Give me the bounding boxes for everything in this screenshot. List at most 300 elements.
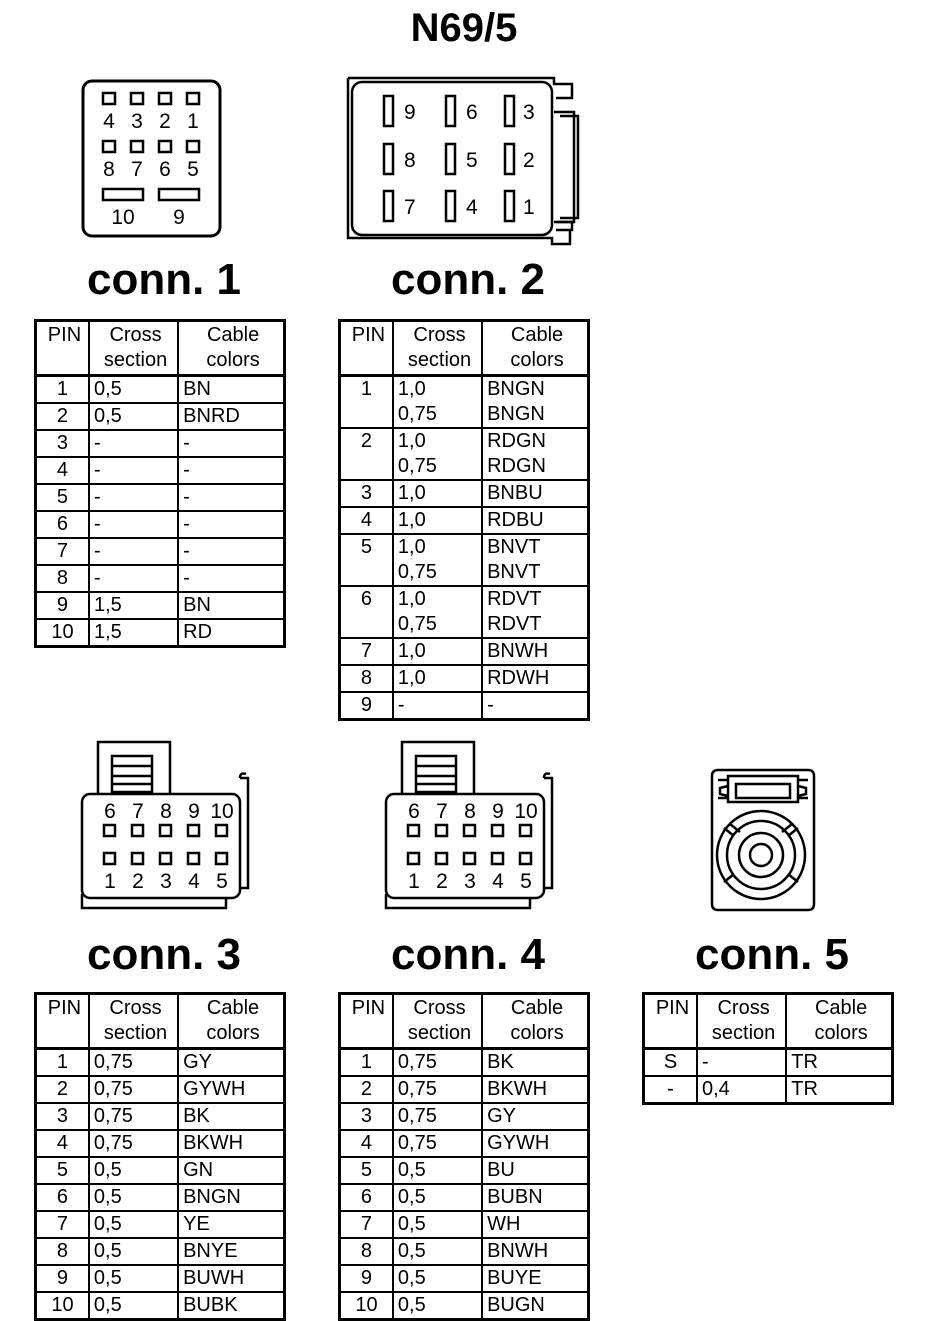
cross-section-value: - [93,513,101,535]
table-row [36,376,285,404]
conn2-pin-label: 8 [404,149,416,172]
table-row [36,619,285,647]
cable-color-cell [786,1076,892,1104]
cable-color-value: - [183,432,190,454]
header-pin: PIN [36,321,89,376]
cross-section-value: 0,5 [93,1186,122,1208]
cross-section-value: 0,5 [397,1186,426,1208]
table-row [340,1265,589,1292]
cross-section-cell [89,1157,178,1184]
header-line: Cross [109,997,162,1019]
table-row [340,1076,589,1103]
cable-color-cell [482,480,588,507]
cable-color-cell [482,376,588,429]
pin-cell: 2 [360,430,373,452]
cross-section-cell [393,1130,482,1157]
header-cross-section [393,994,482,1049]
table-row [36,1238,285,1265]
cable-color-value: RDGN [487,455,546,477]
header-line: Cross [413,324,466,346]
conn1-pin-label: 2 [159,110,171,133]
table-row [36,484,285,511]
pin-cell: 4 [56,1132,69,1154]
cross-section-value: 0,75 [93,1132,133,1154]
cross-section-value: 0,75 [397,613,437,635]
cross-section-cell [89,403,178,430]
cable-color-value: TR [791,1078,818,1100]
cable-color-cell [178,1130,284,1157]
cross-section-value: 1,0 [397,640,426,662]
cable-color-value: - [183,459,190,481]
cross-section-value: 0,75 [397,1051,437,1073]
table-row [36,1292,285,1320]
pin-cell: 4 [360,509,373,531]
header-line: Cross [413,997,466,1019]
header-line: Cable [510,324,564,346]
cable-color-cell [178,376,284,404]
cross-section-value: 0,75 [397,403,437,425]
header-line: section [103,349,168,371]
cable-color-value: BNWH [487,640,549,662]
conn4-pin-label: 3 [464,870,476,893]
pin-cell: 1 [360,1051,373,1073]
cross-section-cell [393,1076,482,1103]
cross-section-value: 0,5 [93,1213,122,1235]
conn2-pin-label: 4 [466,196,478,219]
connector-5-diagram [706,766,822,914]
pin-cell: S [663,1051,678,1073]
conn-2-label: conn. 2 [390,255,546,304]
conn4-pin-label: 2 [436,870,448,893]
cross-section-value: 0,5 [93,1294,122,1316]
table-row [36,1076,285,1103]
cable-color-value: BN [183,594,211,616]
header-line: Cable [206,324,260,346]
cable-color-cell [482,638,588,665]
header-cross-section [393,321,482,376]
pin-cell: 8 [360,667,373,689]
cable-color-value: BUBN [487,1186,543,1208]
cable-color-cell [482,1265,588,1292]
cross-section-value: - [701,1051,709,1073]
cross-section-value: 1,0 [397,509,426,531]
pin-cell: 5 [56,1159,69,1181]
connector-4-diagram [382,738,556,914]
pin-cell: 3 [56,432,69,454]
header-line: section [711,1022,776,1044]
conn1-pin-label: 5 [187,158,199,181]
pin-cell: 4 [360,1132,373,1154]
cross-section-cell [89,1211,178,1238]
cross-section-value: 0,75 [93,1105,133,1127]
pin-cell: 10 [355,1294,378,1316]
cross-section-value: - [93,567,101,589]
header-line: colors [206,349,260,371]
header-line: Cross [717,997,770,1019]
pin-cell: 5 [56,486,69,508]
cross-section-value: 0,5 [397,1159,426,1181]
cross-section-cell [89,430,178,457]
header-cable-colors [482,994,588,1049]
conn3-pin-label: 9 [188,800,200,823]
cable-color-cell [482,1076,588,1103]
cross-section-value: 0,5 [397,1213,426,1235]
cable-color-value: BUBK [183,1294,238,1316]
pin-cell: 6 [56,1186,69,1208]
cable-color-cell [482,692,588,720]
cross-section-cell [89,619,178,647]
header-cable-colors [482,321,588,376]
cable-color-cell [178,1265,284,1292]
conn1-pin-label: 4 [103,110,115,133]
pin-cell: 1 [360,378,373,400]
pin-cell: 7 [360,1213,373,1235]
cable-color-cell [482,1103,588,1130]
conn1-pin-label: 1 [187,110,199,133]
cable-color-value: BKWH [183,1132,244,1154]
table-row [340,1211,589,1238]
cross-section-value: - [397,694,405,716]
pin-cell: 8 [56,567,69,589]
table-row [36,457,285,484]
pin-cell: 4 [56,459,69,481]
cable-color-cell [178,1076,284,1103]
header-line: colors [510,349,564,371]
cable-color-value: - [183,486,190,508]
cable-color-value: GN [183,1159,214,1181]
cross-section-cell [89,1292,178,1320]
conn2-pin-label: 3 [523,101,535,124]
cross-section-cell [393,1238,482,1265]
conn1-pin-label: 7 [131,158,143,181]
cross-section-cell [393,586,482,638]
conn3-pin-label: 2 [132,870,144,893]
cable-color-value: BNRD [183,405,240,427]
conn3-pin-label: 1 [104,870,116,893]
cross-section-cell [393,1211,482,1238]
table-row [340,1130,589,1157]
cable-color-cell [482,428,588,480]
cross-section-value: 0,5 [93,405,122,427]
cross-section-cell [393,638,482,665]
cable-color-cell [178,1049,284,1077]
cross-section-value: 0,5 [93,1159,122,1181]
conn2-pin-label: 7 [404,196,416,219]
table-row [340,1184,589,1211]
header-line: colors [206,1022,260,1044]
cable-color-value: YE [183,1213,210,1235]
cable-color-cell [482,586,588,638]
conn2-pin-label: 2 [523,149,535,172]
cross-section-cell [89,511,178,538]
cable-color-cell [482,507,588,534]
cable-color-value: BNVT [487,561,541,583]
conn3-pin-label: 7 [132,800,144,823]
header-pin: PIN [644,994,697,1049]
cable-color-cell [178,457,284,484]
cross-section-value: 0,75 [397,1132,437,1154]
cable-color-value: - [487,694,494,716]
conn2-pin-label: 9 [404,101,416,124]
table-row [340,1292,589,1320]
conn4-pin-label: 8 [464,800,476,823]
header-cross-section [89,994,178,1049]
header-cable-colors [178,994,284,1049]
cable-color-cell [178,1157,284,1184]
conn4-pin-label: 5 [520,870,532,893]
table-row [36,1184,285,1211]
table-row [36,1211,285,1238]
cable-color-cell [178,538,284,565]
cable-color-value: RDGN [487,430,546,452]
conn-3-pin-table [34,992,286,1321]
table-row [340,638,589,665]
cross-section-value: 0,75 [93,1051,133,1073]
cable-color-cell [786,1049,892,1077]
pin-cell: 10 [51,1294,74,1316]
cable-color-cell [178,484,284,511]
pin-cell: 2 [56,1078,69,1100]
cable-color-cell [178,1292,284,1320]
table-row [340,376,589,429]
conn4-pin-label: 4 [492,870,504,893]
cross-section-value: - [93,486,101,508]
pin-cell: 3 [56,1105,69,1127]
cross-section-value: 1,0 [397,588,426,610]
cross-section-value: 1,0 [397,378,426,400]
table-row [340,1049,589,1077]
pin-cell: 7 [56,540,69,562]
cross-section-cell [89,1049,178,1077]
cross-section-value: 0,75 [397,1105,437,1127]
table-row [340,665,589,692]
conn3-pin-label: 8 [160,800,172,823]
cable-color-value: - [183,567,190,589]
pin-cell: 8 [56,1240,69,1262]
table-row [36,1265,285,1292]
pin-cell: - [667,1078,674,1100]
conn3-pin-label: 6 [104,800,116,823]
table-row [36,592,285,619]
table-row [36,430,285,457]
cable-color-cell [178,619,284,647]
pin-cell: 9 [56,594,69,616]
cross-section-cell [89,457,178,484]
cable-color-cell [178,1184,284,1211]
pin-cell: 3 [360,1105,373,1127]
cross-section-value: 1,5 [93,594,122,616]
cross-section-value: 0,4 [701,1078,730,1100]
cross-section-value: - [93,540,101,562]
cross-section-cell [393,534,482,586]
table-row [36,403,285,430]
conn1-pin-label: 6 [159,158,171,181]
cable-color-value: BUWH [183,1267,245,1289]
cross-section-cell [393,1265,482,1292]
header-line: Cable [510,997,564,1019]
cross-section-cell [89,1265,178,1292]
cable-color-value: TR [791,1051,818,1073]
cross-section-value: 0,5 [93,378,122,400]
cross-section-cell [89,565,178,592]
pin-cell: 7 [56,1213,69,1235]
conn4-pin-label: 6 [408,800,420,823]
pin-cell: 9 [360,1267,373,1289]
cable-color-value: BNGN [183,1186,241,1208]
conn4-pin-label: 1 [408,870,420,893]
cable-color-cell [482,1049,588,1077]
cable-color-value: GY [487,1105,516,1127]
cable-color-value: - [183,540,190,562]
pin-cell: 1 [56,1051,69,1073]
table-row [644,1076,893,1104]
table-row [340,428,589,480]
connector-1-diagram [80,78,224,240]
cable-color-value: RDWH [487,667,550,689]
cross-section-cell [89,592,178,619]
conn2-pin-label: 5 [466,149,478,172]
cable-color-value: RDBU [487,509,544,531]
cable-color-value: RDVT [487,613,542,635]
cross-section-cell [393,1103,482,1130]
pin-cell: 8 [360,1240,373,1262]
table-row [340,1238,589,1265]
table-row [36,1157,285,1184]
pin-cell: 2 [56,405,69,427]
cross-section-value: 0,75 [397,1078,437,1100]
cross-section-cell [393,665,482,692]
cross-section-value: 0,75 [93,1078,133,1100]
cross-section-cell [89,376,178,404]
cable-color-value: BUYE [487,1267,542,1289]
cable-color-value: GY [183,1051,212,1073]
pin-cell: 9 [360,694,373,716]
table-row [36,538,285,565]
table-row [340,1157,589,1184]
conn-4-label: conn. 4 [390,930,546,979]
table-row [340,586,589,638]
pin-cell: 7 [360,640,373,662]
cross-section-cell [89,1076,178,1103]
pin-cell: 6 [360,588,373,610]
header-cable-colors [786,994,892,1049]
cross-section-cell [393,376,482,429]
cross-section-value: 1,5 [93,621,122,643]
cable-color-cell [178,1103,284,1130]
cable-color-cell [178,511,284,538]
cross-section-cell [393,1049,482,1077]
cross-section-cell [393,507,482,534]
pin-cell: 5 [360,1159,373,1181]
header-line: Cross [109,324,162,346]
conn1-pin-label: 10 [111,206,135,229]
cable-color-cell [178,1238,284,1265]
cable-color-cell [178,592,284,619]
conn3-pin-label: 4 [188,870,200,893]
cross-section-value: 1,0 [397,536,426,558]
header-line: Cable [206,997,260,1019]
cross-section-value: 0,5 [397,1267,426,1289]
cross-section-cell [89,1130,178,1157]
table-row [36,1130,285,1157]
conn2-pin-label: 6 [466,101,478,124]
conn4-pin-label: 10 [514,800,538,823]
cable-color-value: RD [183,621,213,643]
cable-color-cell [178,1211,284,1238]
conn3-pin-label: 10 [210,800,234,823]
header-line: colors [510,1022,564,1044]
table-row [36,565,285,592]
cross-section-value: 0,75 [397,455,437,477]
header-pin: PIN [36,994,89,1049]
cable-color-cell [482,1184,588,1211]
cable-color-value: BK [183,1105,210,1127]
header-pin: PIN [340,994,393,1049]
cable-color-cell [482,1238,588,1265]
cross-section-value: 0,5 [397,1294,426,1316]
page-title: N69/5 [410,6,518,50]
header-line: section [103,1022,168,1044]
cross-section-cell [393,1184,482,1211]
header-line: colors [814,1022,868,1044]
cable-color-value: - [183,513,190,535]
pin-cell: 6 [360,1186,373,1208]
connector-3-diagram [78,738,252,914]
cross-section-value: 1,0 [397,430,426,452]
cross-section-value: - [93,432,101,454]
cross-section-cell [89,538,178,565]
conn-2-pin-table [338,319,590,721]
table-row [340,534,589,586]
cable-color-cell [178,403,284,430]
pin-cell: 6 [56,513,69,535]
cross-section-cell [89,1238,178,1265]
cross-section-cell [89,1103,178,1130]
cable-color-cell [482,1130,588,1157]
table-row [644,1049,893,1077]
cable-color-value: GYWH [183,1078,246,1100]
cross-section-value: 1,0 [397,482,426,504]
table-row [340,1103,589,1130]
cross-section-value: 0,75 [397,561,437,583]
cable-color-value: BNBU [487,482,543,504]
table-row [340,692,589,720]
cross-section-value: - [93,459,101,481]
conn-4-pin-table [338,992,590,1321]
cross-section-value: 0,5 [93,1267,122,1289]
cross-section-cell [393,692,482,720]
cable-color-value: BK [487,1051,514,1073]
cable-color-value: BNVT [487,536,541,558]
cross-section-value: 0,5 [93,1240,122,1262]
header-cable-colors [178,321,284,376]
header-cross-section [697,994,786,1049]
cross-section-cell [393,1292,482,1320]
conn-5-label: conn. 5 [694,930,850,979]
conn1-pin-label: 9 [173,206,185,229]
table-row [36,511,285,538]
cable-color-value: BUGN [487,1294,545,1316]
cable-color-value: BNGN [487,378,545,400]
pin-cell: 3 [360,482,373,504]
pin-cell: 2 [360,1078,373,1100]
cross-section-cell [393,480,482,507]
cross-section-cell [393,1157,482,1184]
header-line: section [407,349,472,371]
cross-section-cell [393,428,482,480]
cable-color-cell [178,430,284,457]
header-line: Cable [814,997,868,1019]
